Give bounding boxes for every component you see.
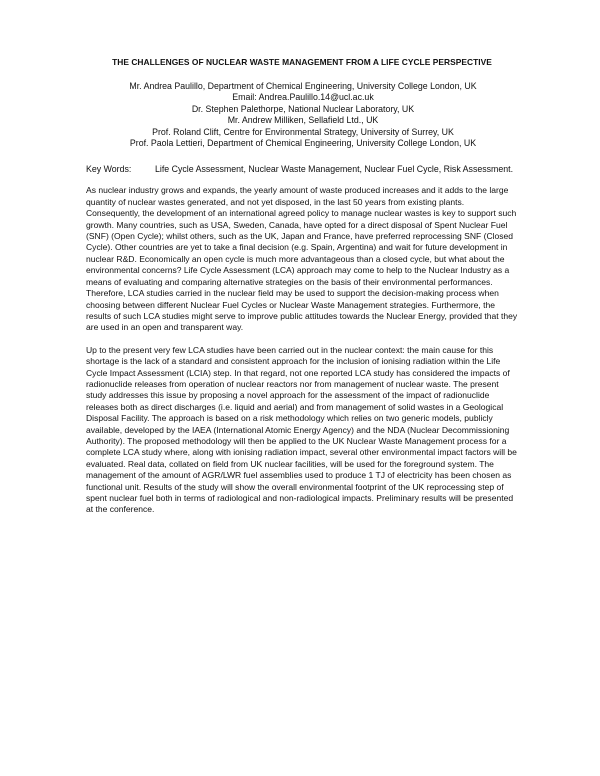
author-block — [86, 81, 520, 149]
abstract-paragraph-1: As nuclear industry grows and expands, the yearly amount of waste produced increases and it adds to the large quantity of nuclear wastes generated, and not yet disposed, in the last 50 years from existing plants. Consequently, the development of an international agreed policy to manage nuclear wastes is key to support such growth. Many countries, such as USA, Sweden, Canada, have opted for a direct disposal of Spent Nuclear Fuel (SNF) (Open Cycle); whilst others, such as the UK, Japan and France, have preferred reprocessing SNF (Closed Cycle). Other countries are yet to take a final decision (e.g. Spain, Argentina) and wait for future development in nuclear R&D. Economically an open cycle is much more advantageous than a closed cycle, but what about the environmental concerns? Life Cycle Assessment (LCA) approach may come to help to the Nuclear Industry as a means of evaluating and comparing alternative strategies on the basis of their environmental performances. Therefore, LCA studies carried in the nuclear field may be used to support the decision-making process when choosing between different Nuclear Fuel Cycles or Nuclear Waste Management strategies. Furthermore, the results of such LCA studies might serve to improve public attitudes towards the Nuclear Energy, provided that they are used in an open and transparent way. — [86, 185, 518, 333]
keywords-label: Key Words: — [86, 164, 132, 175]
author-line: Prof. Paola Lettieri, Department of Chemical Engineering, University College London, UK — [129, 138, 477, 149]
keywords-value: Life Cycle Assessment, Nuclear Waste Management, Nuclear Fuel Cycle, Risk Assessment. — [155, 164, 514, 175]
paper-title: THE CHALLENGES OF NUCLEAR WASTE MANAGEMENT FROM A LIFE CYCLE PERSPECTIVE — [112, 57, 492, 67]
author-line: Prof. Roland Clift, Centre for Environmental Strategy, University of Surrey, UK — [152, 126, 454, 137]
author-line: Mr. Andrew Milliken, Sellafield Ltd., UK — [227, 115, 379, 126]
author-email: Email: Andrea.Paulillo.14@ucl.ac.uk — [232, 92, 374, 103]
keywords-row — [86, 164, 520, 175]
abstract-paragraph-2: Up to the present very few LCA studies have been carried out in the nuclear context: the main cause for this shortage is the lack of a standard and consistent approach for the inclusion of ionising radiation within the Life Cycle Impact Assessment (LCIA) step. In that regard, not one reported LCA study has considered the impacts of radionuclide releases from operation of nuclear reactors nor from management of nuclear waste. The present study addresses this issue by proposing a novel approach for the assessment of the impact of radionuclide releases both as direct discharges (i.e. liquid and aerial) and from management of solid wastes in a Geological Disposal Facility. The approach is based on a risk methodology which relies on two generic models, publicly available, developed by the IAEA (International Atomic Energy Agency) and the NDA (Nuclear Decommissioning Authority). The proposed methodology will then be applied to the UK Nuclear Waste Management process for a complete LCA study where, along with ionising radiation impact, several other environmental impact factors will be evaluated. Real data, collated on field from UK nuclear facilities, will be used for the foreground system. The management of the amount of AGR/LWR fuel assemblies used to produce 1 TJ of electricity has been chosen as functional unit. Results of the study will show the overall environmental footprint of the UK reprocessing step of spent nuclear fuel both in terms of radiological and non-radiological impacts. Preliminary results will be presented at the conference. — [86, 344, 517, 515]
author-line: Mr. Andrea Paulillo, Department of Chemical Engineering, University College London, UK — [129, 81, 477, 91]
author-line: Dr. Stephen Palethorpe, National Nuclear Laboratory, UK — [191, 103, 415, 114]
